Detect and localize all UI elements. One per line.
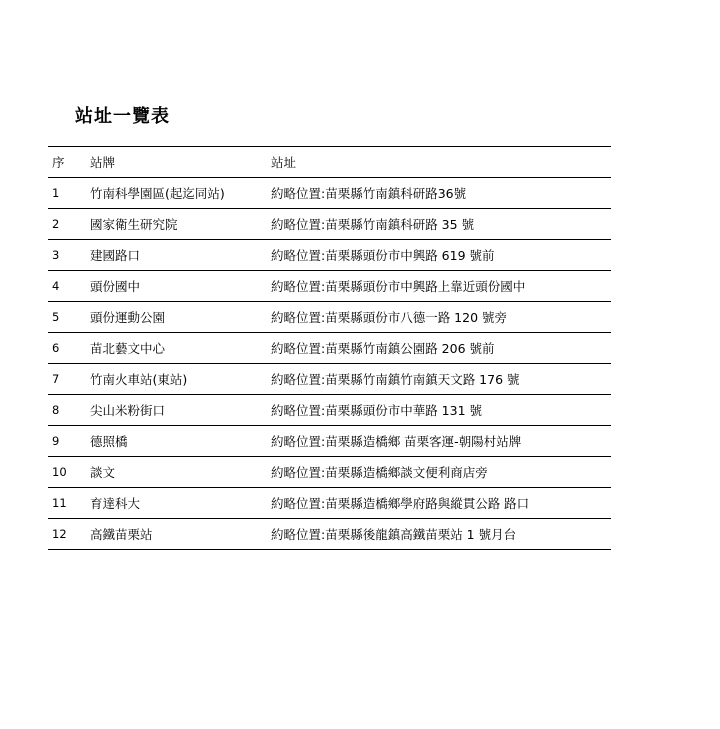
table-row — [48, 178, 611, 209]
row-seq-cell: 3 — [48, 240, 86, 271]
row-stop-cell: 國家衛生研究院 — [86, 209, 267, 240]
row-stop-cell: 頭份運動公園 — [86, 302, 267, 333]
row-stop-cell: 德照橋 — [86, 426, 267, 457]
row-stop-cell: 竹南火車站(東站) — [86, 364, 267, 395]
row-address-cell: 約略位置:苗栗縣頭份市八德一路 120 號旁 — [267, 302, 611, 333]
table-row — [48, 488, 611, 519]
row-address-cell: 約略位置:苗栗縣頭份市中華路 131 號 — [267, 395, 611, 426]
row-stop-cell: 建國路口 — [86, 240, 267, 271]
table-row — [48, 209, 611, 240]
table-row — [48, 364, 611, 395]
table-body — [48, 178, 611, 550]
header-address: 站址 — [267, 147, 611, 178]
row-address-cell: 約略位置:苗栗縣竹南鎮公園路 206 號前 — [267, 333, 611, 364]
row-stop-cell: 頭份國中 — [86, 271, 267, 302]
table-header-row — [48, 147, 611, 178]
header-stop: 站牌 — [86, 147, 267, 178]
row-address-cell: 約略位置:苗栗縣造橋鄉 苗栗客運-朝陽村站牌 — [267, 426, 611, 457]
row-seq-cell: 8 — [48, 395, 86, 426]
row-address-cell: 約略位置:苗栗縣頭份市中興路上靠近頭份國中 — [267, 271, 611, 302]
row-seq-cell: 1 — [48, 178, 86, 209]
header-seq: 序 — [48, 147, 86, 178]
row-seq-cell: 6 — [48, 333, 86, 364]
table-row — [48, 271, 611, 302]
row-seq-cell: 11 — [48, 488, 86, 519]
row-stop-cell: 竹南科學園區(起迄同站) — [86, 178, 267, 209]
row-address-cell: 約略位置:苗栗縣後龍鎮高鐵苗栗站 1 號月台 — [267, 519, 611, 550]
row-address-cell: 約略位置:苗栗縣竹南鎮科研路 35 號 — [267, 209, 611, 240]
row-stop-cell: 尖山米粉街口 — [86, 395, 267, 426]
row-address-cell: 約略位置:苗栗縣竹南鎮科研路36號 — [267, 178, 611, 209]
row-address-cell: 約略位置:苗栗縣造橋鄉學府路與縱貫公路 路口 — [267, 488, 611, 519]
page-title: 站址一覽表 — [75, 106, 170, 127]
table-row — [48, 395, 611, 426]
row-address-cell: 約略位置:苗栗縣竹南鎮竹南鎮天文路 176 號 — [267, 364, 611, 395]
table-row — [48, 457, 611, 488]
table-row — [48, 333, 611, 364]
row-stop-cell: 育達科大 — [86, 488, 267, 519]
row-address-cell: 約略位置:苗栗縣造橋鄉談文便利商店旁 — [267, 457, 611, 488]
row-stop-cell: 談文 — [86, 457, 267, 488]
row-seq-cell: 5 — [48, 302, 86, 333]
row-seq-cell: 12 — [48, 519, 86, 550]
stop-table — [48, 146, 611, 550]
row-stop-cell: 苗北藝文中心 — [86, 333, 267, 364]
table-row — [48, 519, 611, 550]
row-seq-cell: 9 — [48, 426, 86, 457]
table-row — [48, 302, 611, 333]
table-row — [48, 426, 611, 457]
row-seq-cell: 4 — [48, 271, 86, 302]
row-seq-cell: 7 — [48, 364, 86, 395]
row-stop-cell: 高鐵苗栗站 — [86, 519, 267, 550]
table-row — [48, 240, 611, 271]
row-seq-cell: 2 — [48, 209, 86, 240]
row-address-cell: 約略位置:苗栗縣頭份市中興路 619 號前 — [267, 240, 611, 271]
row-seq-cell: 10 — [48, 457, 86, 488]
